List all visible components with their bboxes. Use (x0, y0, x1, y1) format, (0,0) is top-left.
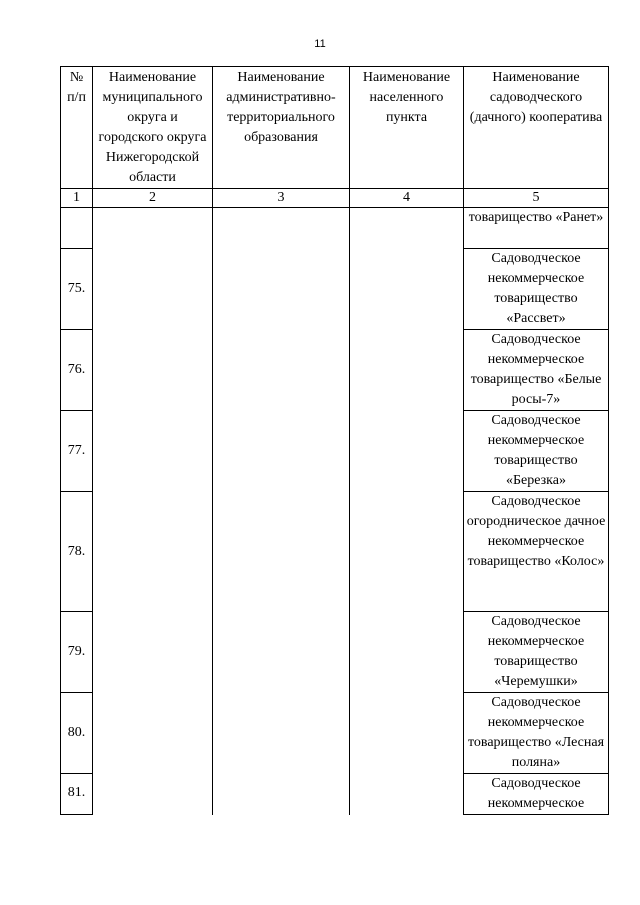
municipality-cell (93, 208, 213, 815)
header-admin-entity: Наименование административно-территориального образования (213, 67, 350, 189)
header-row (61, 67, 609, 189)
cooperative-name: Садоводческое огородническое дачное некоммерческое товарищество «Колос» (464, 492, 609, 612)
header-cooperative: Наименование садоводческого (дачного) кооператива (464, 67, 609, 189)
cooperative-name: Садоводческое некоммерческое товарищество «Березка» (464, 411, 609, 492)
page-number: 11 (314, 38, 326, 50)
cooperative-name: Садоводческое некоммерческое товарищество «Рассвет» (464, 249, 609, 330)
header-settlement: Наименование населенного пункта (350, 67, 464, 189)
cooperative-name: Садоводческое некоммерческое (464, 774, 609, 815)
row-number: 77. (61, 411, 93, 492)
table-row-continuation (61, 208, 609, 249)
row-number: 80. (61, 693, 93, 774)
row-number: 76. (61, 330, 93, 411)
settlement-cell (350, 208, 464, 815)
column-index: 2 (93, 189, 213, 208)
header-municipality: Наименование муниципального округа и городского округа Нижегородской области (93, 67, 213, 189)
cooperative-name: Садоводческое некоммерческое товарищество «Черемушки» (464, 612, 609, 693)
column-index: 3 (213, 189, 350, 208)
row-number: 75. (61, 249, 93, 330)
column-index: 1 (61, 189, 93, 208)
column-index: 5 (464, 189, 609, 208)
row-number: 81. (61, 774, 93, 815)
row-number: 79. (61, 612, 93, 693)
cooperative-name: Садоводческое некоммерческое товарищество «Белые росы-7» (464, 330, 609, 411)
admin-entity-cell (213, 208, 350, 815)
cooperative-name-cell: товарищество «Ранет» (464, 208, 609, 249)
cooperative-name: Садоводческое некоммерческое товарищество «Лесная поляна» (464, 693, 609, 774)
column-index: 4 (350, 189, 464, 208)
cooperatives-table (60, 66, 609, 815)
row-number: 78. (61, 492, 93, 612)
header-number: № п/п (61, 67, 93, 189)
row-number-cell (61, 208, 93, 249)
column-index-row (61, 189, 609, 208)
